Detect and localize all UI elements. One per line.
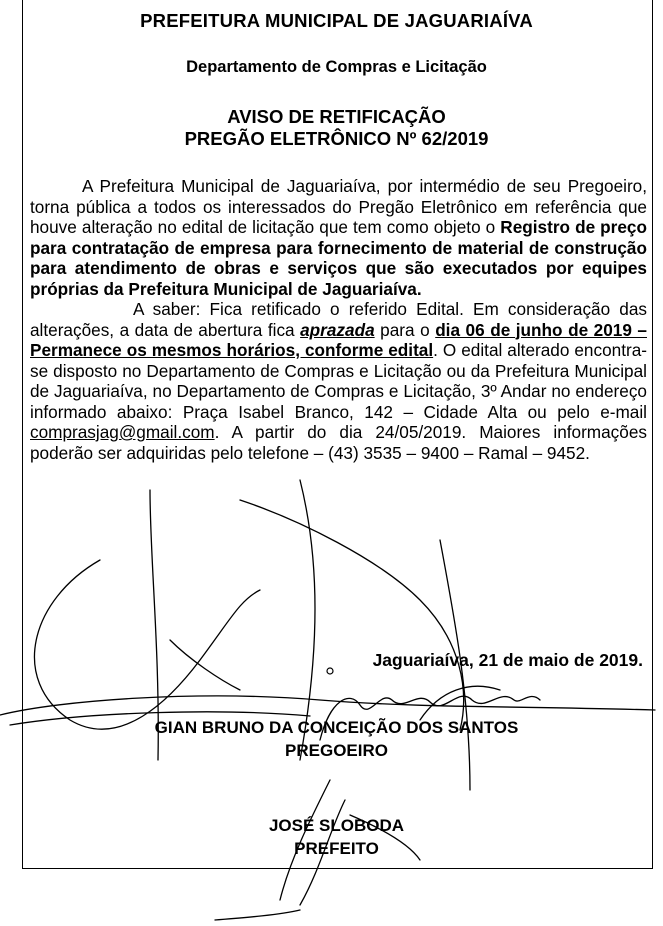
signatory-name-1: GIAN BRUNO DA CONCEIÇÃO DOS SANTOS xyxy=(154,718,519,737)
place-date: Jaguariaíva, 21 de maio de 2019. xyxy=(372,650,643,670)
notice-subtitle: PREGÃO ELETRÔNICO Nº 62/2019 xyxy=(184,128,489,149)
aprazada-text: aprazada xyxy=(300,319,375,340)
notice-title: AVISO DE RETIFICAÇÃO xyxy=(227,106,446,127)
object-text: Registro de preço para contratação de empresa para fornecimento de material de construção para atendimento de obras e serviços que são executados por equipes próprias da Prefeitura Municipal de Jaguariaíva. xyxy=(30,217,647,299)
details-text-c: . O edital alterado encontra-se disposto no Departamento de Compras e Licitação ou da Prefeitura Municipal de Jaguariaíva, no Departamento de Compras e Licitação, 3º Andar no endereço informado abaixo: Praça Isabel Branco, 142 – Cidade Alta ou pelo e-mail xyxy=(30,340,647,422)
email-link[interactable]: comprasjag@gmail.com xyxy=(30,422,215,442)
intro-text: A Prefeitura Municipal de Jaguariaíva, por intermédio de seu Pregoeiro, torna pública a todos os interessados do Pregão Eletrônico em referência que houve alteração no edital de licitação que tem como objeto o xyxy=(30,176,647,237)
new-date-text: dia 06 de junho de 2019 – Permanece os mesmos horários, conforme edital xyxy=(30,319,647,360)
signatory-name-2: JOSÉ SLOBODA xyxy=(268,816,405,835)
notice-title-block xyxy=(22,106,651,150)
details-text-b: para o xyxy=(374,319,436,340)
details-text-d: . A partir do dia 24/05/2019. Maiores informações poderão ser adquiridas pelo telefone – (43) 3535 – 9400 – Ramal – 9452. xyxy=(30,422,647,463)
institution-heading: PREFEITURA MUNICIPAL DE JAGUARIAÍVA xyxy=(140,10,533,31)
signatory-role-2: PREFEITO xyxy=(294,839,379,858)
signature-stroke-14 xyxy=(215,910,300,920)
paragraph-details xyxy=(30,299,647,463)
signatory-role-1: PREGOEIRO xyxy=(285,741,388,760)
details-text-a: A saber: Fica retificado o referido Edital. Em consideração das alterações, a data de abertura fica xyxy=(30,299,647,340)
department-heading: Departamento de Compras e Licitação xyxy=(186,58,487,76)
paragraph-intro xyxy=(30,176,647,299)
notice-body xyxy=(30,176,647,463)
